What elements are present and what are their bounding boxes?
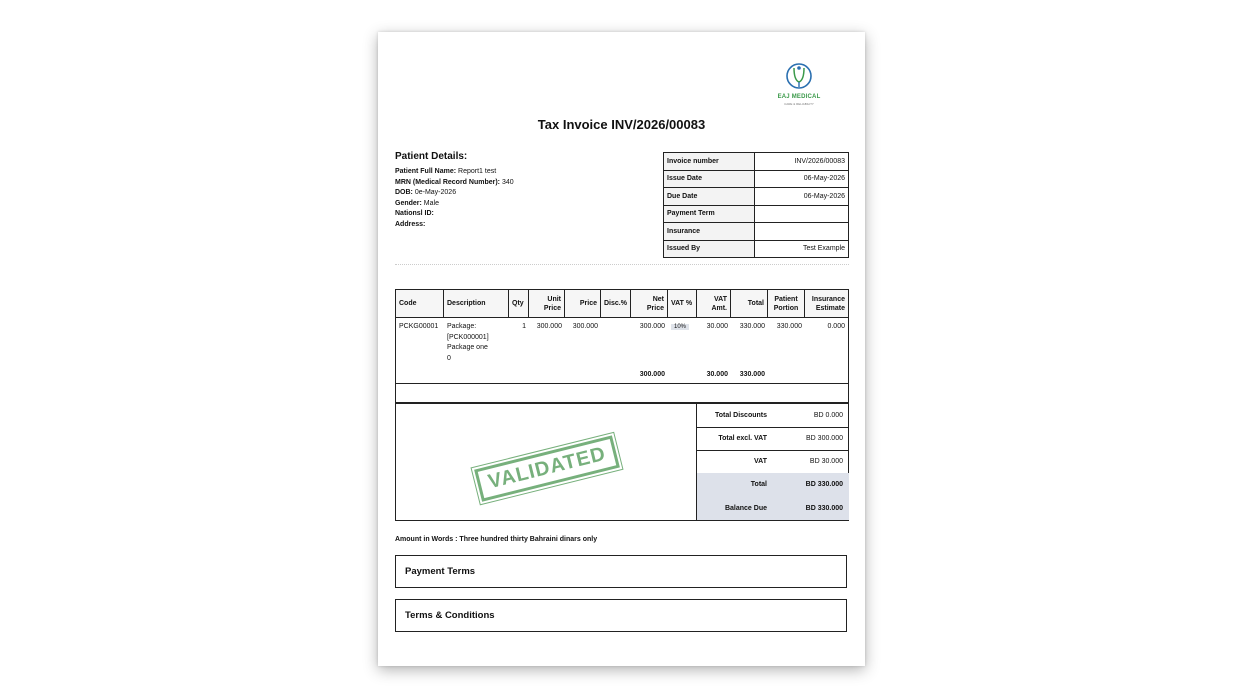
col-header: Insurance Estimate (811, 295, 845, 312)
item-unit-price: 300.000 (536, 323, 562, 330)
item-description: Package: [PCK000001] Package one 0 (447, 323, 489, 362)
item-vat-amt: 30.000 (706, 323, 728, 330)
patient-field: MRN (Medical Record Number): 340 (395, 178, 514, 186)
sum-net-price: 300.000 (639, 371, 665, 378)
patient-field: Patient Full Name: Report1 test (395, 168, 497, 175)
logo-text: EAJ MEDICAL (777, 94, 821, 100)
total-row: Total BD 330.000 (697, 473, 849, 497)
table-header (396, 290, 848, 318)
vat-row: VAT BD 30.000 (697, 450, 849, 474)
col-header: Total (731, 290, 768, 317)
meta-row: Insurance (664, 223, 849, 241)
total-discounts-row: Total Discounts BD 0.000 (697, 404, 849, 428)
patient-field: Address: (395, 220, 426, 228)
spacer-row (395, 382, 849, 403)
balance-due-row: Balance Due BD 330.000 (697, 496, 849, 520)
item-vat-pct: 10% (671, 322, 689, 333)
payment-terms-box: Payment Terms (395, 555, 847, 588)
meta-row: Invoice number INV/2026/00083 (664, 153, 849, 171)
patient-field: DOB: 0e-May-2026 (395, 189, 457, 196)
summary-section (395, 403, 849, 521)
col-header: Price (565, 290, 601, 317)
invoice-meta-table (663, 152, 849, 258)
meta-row: Payment Term (664, 205, 849, 223)
patient-details-heading: Patient Details: (395, 151, 468, 162)
patient-details-list (395, 167, 514, 230)
col-header: Unit Price (529, 290, 565, 317)
section-divider (395, 264, 849, 265)
item-qty: 1 (522, 323, 526, 330)
terms-conditions-box: Terms & Conditions (395, 599, 847, 632)
col-header: Description (444, 290, 509, 317)
amount-in-words: Amount in Words : Three hundred thirty Bahraini dinars only (395, 536, 598, 543)
meta-row: Issued By Test Example (664, 240, 849, 258)
item-insurance-estimate: 0.000 (827, 323, 845, 330)
col-header: Patient Portion (768, 290, 805, 317)
company-logo (752, 60, 846, 112)
col-header: Disc.% (601, 290, 631, 317)
item-patient-portion: 330.000 (776, 323, 802, 330)
validated-stamp: VALIDATED (474, 435, 620, 501)
meta-row: Due Date 06-May-2026 (664, 188, 849, 206)
col-header: VAT % (668, 290, 697, 317)
totals-panel (696, 404, 849, 520)
meta-row: Issue Date 06-May-2026 (664, 170, 849, 188)
invoice-page (378, 32, 865, 666)
logo-tagline: CARE & RELIABILITY (784, 102, 814, 106)
col-header: Net Price (631, 290, 668, 317)
total-excl-vat-row: Total excl. VAT BD 300.000 (697, 427, 849, 451)
patient-field: Nationsl ID: (395, 210, 434, 217)
item-price: 300.000 (572, 323, 598, 330)
item-net-price: 300.000 (639, 323, 665, 330)
sum-total: 330.000 (739, 371, 765, 378)
line-items-table (395, 289, 849, 384)
invoice-title: Tax Invoice INV/2026/00083 (537, 117, 706, 132)
col-header: Code (396, 290, 444, 317)
col-header: Qty (509, 290, 529, 317)
sum-vat-amt: 30.000 (706, 371, 728, 378)
patient-field: Gender: Male (395, 199, 439, 207)
item-total: 330.000 (739, 323, 765, 330)
item-code: PCKG00001 (399, 323, 439, 330)
col-header: VAT Amt. (697, 290, 731, 317)
